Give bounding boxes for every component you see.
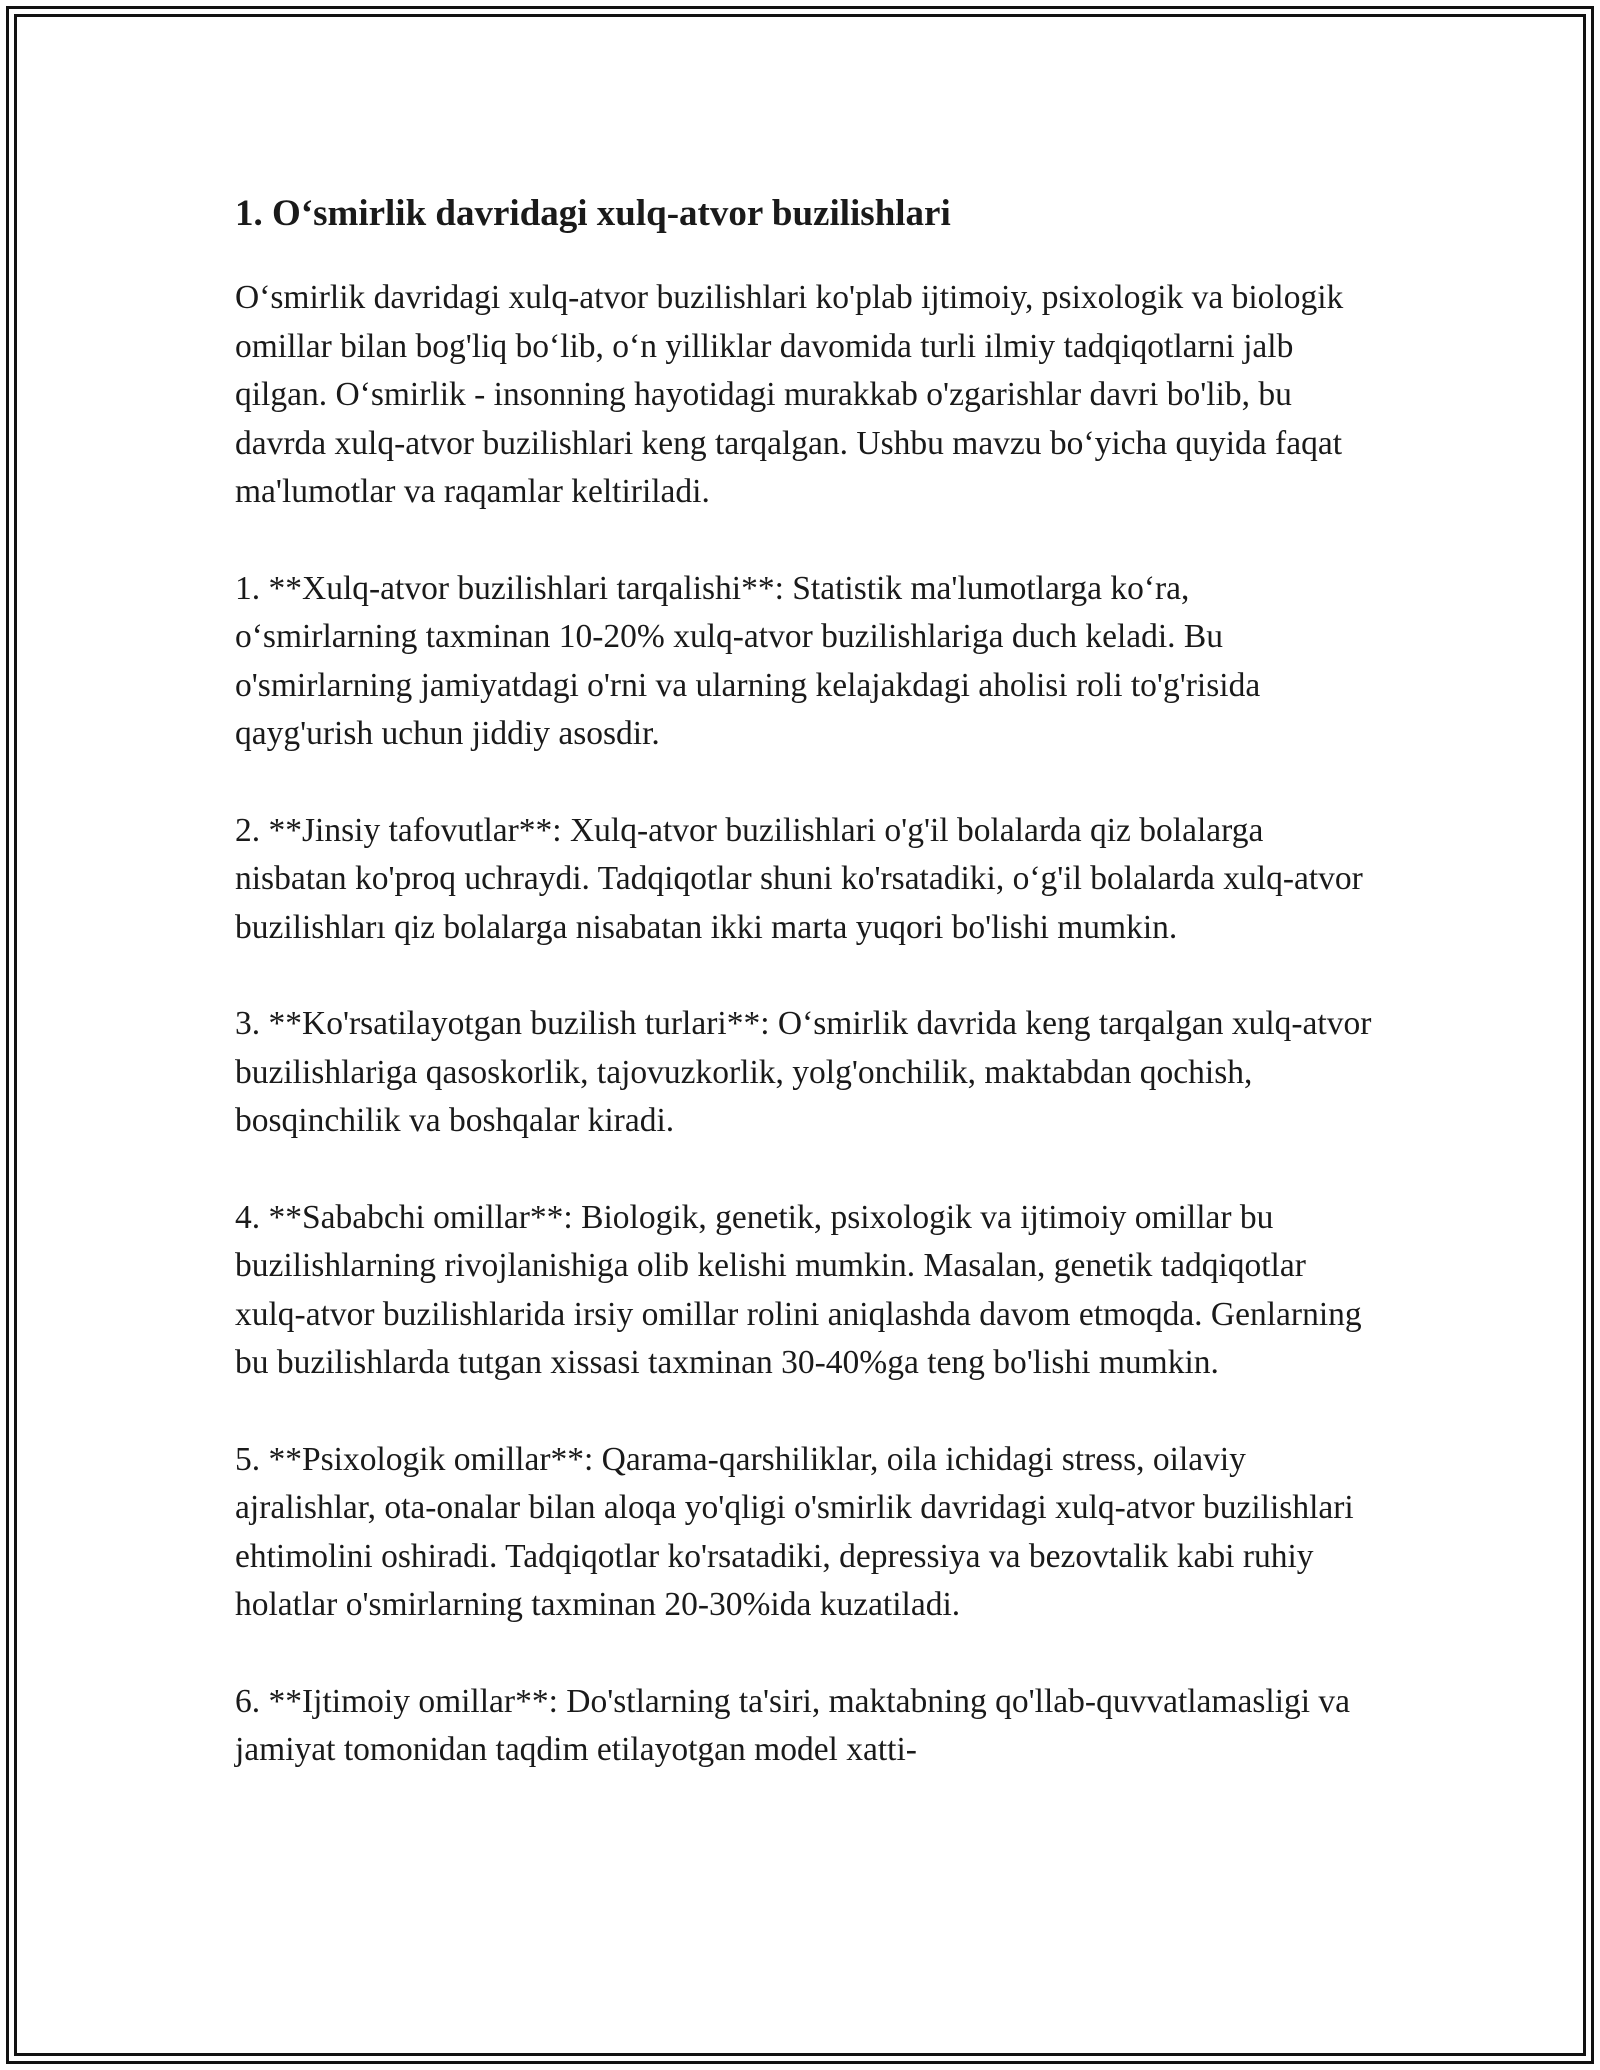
paragraph-psychological-factors: 5. **Psixologik omillar**: Qarama-qarshiliklar, oila ichidagi stress, oilaviy ajralishlar, ota-onalar bilan aloqa yo'qligi o'smirlik davridagi xulq-atvor buzilishlari ehtimolini oshiradi. Tadqiqotlar ko'rsatadiki, depressiya va bezovtalik kabi ruhiy holatlar o'smirlarning taxminan 20-30%ida kuzatiladi. — [235, 1440, 1354, 1623]
paragraph-causal-factors: 4. **Sababchi omillar**: Biologik, genetik, psixologik va ijtimoiy omillar bu buzilishlarning rivojlanishiga olib kelishi mumkin. Masalan, genetik tadqiqotlar xulq-atvor buzilishlarida irsiy omillar rolini aniqlashda davom etmoqda. Genlarning bu buzilishlarda tutgan xissasi taxminan 30-40%ga teng bo'lishi mumkin. — [235, 1198, 1362, 1381]
paragraph-gender-differences: 2. **Jinsiy tafovutlar**: Xulq-atvor buzilishlari o'g'il bolalarda qiz bolalarga nisbatan ko'proq uchraydi. Tadqiqotlar shuni ko'rsatadiki, o‘g'il bolalarda xulq-atvor buzilishları qiz bolalarga nisabatan ikki marta yuqori bo'lishi mumkin. — [235, 811, 1363, 946]
intro-paragraph: O‘smirlik davridagi xulq-atvor buzilishlari ko'plab ijtimoiy, psixologik va biologik omillar bilan bog'liq bo‘lib, o‘n yilliklar davomida turli ilmiy tadqiqotlarni jalb qilgan. O‘smirlik - insonning hayotidagi murakkab o'zgarishlar davri bo'lib, bu davrda xulq-atvor buzilishlari keng tarqalgan. Ushbu mavzu bo‘yicha quyida faqat ma'lumotlar va raqamlar keltiriladi. — [235, 279, 1344, 510]
paragraph-prevalence: 1. **Xulq-atvor buzilishlari tarqalishi**: Statistik ma'lumotlarga ko‘ra, o‘smirlarning taxminan 10-20% xulq-atvor buzilishlariga duch keladi. Bu o'smirlarning jamiyatdagi o'rni va ularning kelajakdagi aholisi roli to'g'risida qayg'urish uchun jiddiy asosdir. — [235, 569, 1261, 752]
paragraph-social-factors: 6. **Ijtimoiy omillar**: Do'stlarning ta'siri, maktabning qo'llab-quvvatlamasligi va jamiyat tomonidan taqdim etilayotgan model xatti- — [235, 1682, 1351, 1768]
paragraph-disorder-types: 3. **Ko'rsatilayotgan buzilish turlari**: O‘smirlik davrida keng tarqalgan xulq-atvor buzilishlariga qasoskorlik, tajovuzkorlik, yolg'onchilik, maktabdan qochish, bosqinchilik va boshqalar kiradi. — [235, 1005, 1372, 1139]
document-body — [235, 180, 1375, 1775]
document-title: 1. O‘smirlik davridagi xulq-atvor buzilishlari — [235, 193, 951, 234]
